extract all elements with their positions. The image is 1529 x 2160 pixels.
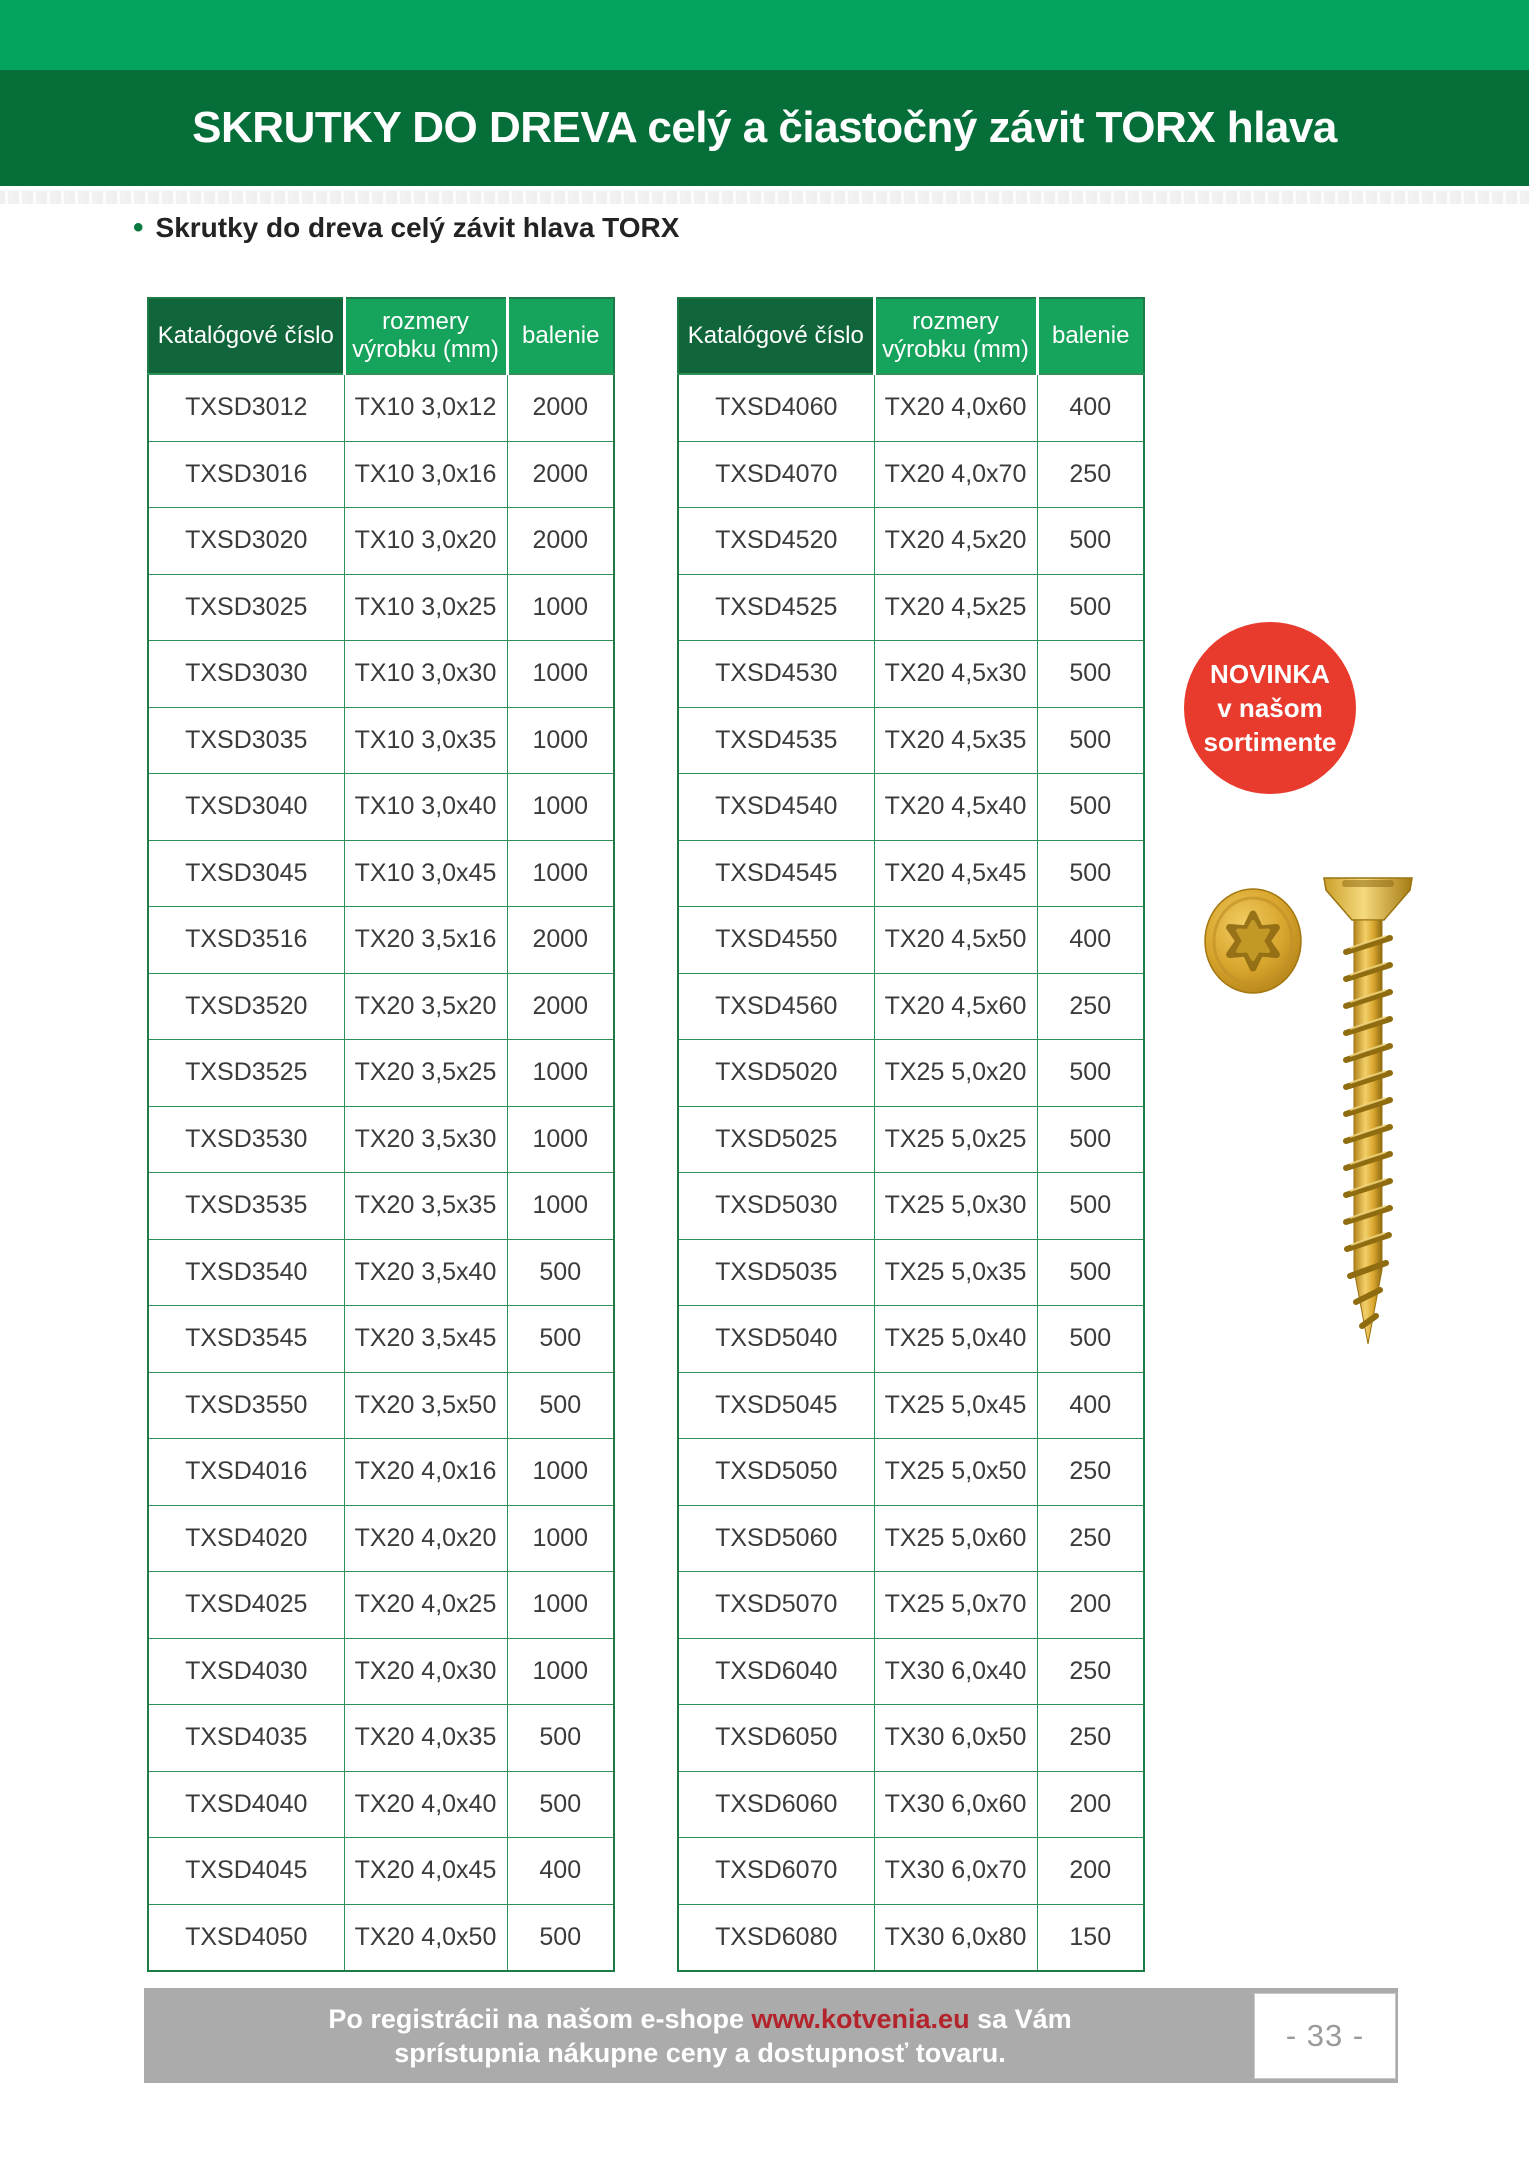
table-cell: TXSD4040: [148, 1771, 344, 1838]
table-cell: TXSD4030: [148, 1638, 344, 1705]
column-header: rozmery výrobku (mm): [344, 298, 507, 374]
table-cell: 250: [1037, 1638, 1144, 1705]
table-cell: TX25 5,0x50: [874, 1439, 1037, 1506]
table-cell: 500: [1037, 1239, 1144, 1306]
table-cell: TXSD5040: [678, 1306, 874, 1373]
table-cell: TXSD3550: [148, 1372, 344, 1439]
table-cell: TX20 4,5x60: [874, 973, 1037, 1040]
table-cell: 200: [1037, 1771, 1144, 1838]
table-cell: 500: [1037, 707, 1144, 774]
bullet-icon: •: [133, 211, 144, 244]
table-row: [678, 707, 1144, 774]
table-cell: TX20 4,0x20: [344, 1505, 507, 1572]
table-row: [678, 641, 1144, 708]
page-title: SKRUTKY DO DREVA celý a čiastočný závit TORX hlava: [192, 103, 1337, 152]
table-cell: TX25 5,0x60: [874, 1505, 1037, 1572]
table-cell: TX10 3,0x12: [344, 374, 507, 441]
table-cell: TX10 3,0x25: [344, 574, 507, 641]
table-cell: 500: [1037, 508, 1144, 575]
table-cell: TX20 4,5x35: [874, 707, 1037, 774]
table-cell: TX20 3,5x25: [344, 1040, 507, 1107]
table-cell: TXSD3545: [148, 1306, 344, 1373]
table-cell: TXSD5035: [678, 1239, 874, 1306]
catalog-table-left: [147, 297, 615, 1972]
table-cell: TXSD3020: [148, 508, 344, 575]
table-cell: TX20 3,5x30: [344, 1106, 507, 1173]
table-row: [678, 1439, 1144, 1506]
table-cell: TXSD6050: [678, 1705, 874, 1772]
table-cell: TXSD4545: [678, 840, 874, 907]
table-cell: TXSD3030: [148, 641, 344, 708]
table-cell: TX10 3,0x45: [344, 840, 507, 907]
table-cell: TX25 5,0x45: [874, 1372, 1037, 1439]
column-header: balenie: [1037, 298, 1144, 374]
table-cell: TX30 6,0x40: [874, 1638, 1037, 1705]
table-row: [678, 973, 1144, 1040]
footer-text-after-link: sa Vám: [969, 2003, 1072, 2034]
table-cell: 500: [1037, 1173, 1144, 1240]
top-green-band: [0, 0, 1529, 70]
table-row: [148, 441, 614, 508]
table-cell: TX30 6,0x60: [874, 1771, 1037, 1838]
table-row: [148, 1904, 614, 1971]
table-row: [678, 840, 1144, 907]
table-row: [148, 1439, 614, 1506]
table-cell: 1000: [507, 774, 614, 841]
table-cell: TX10 3,0x35: [344, 707, 507, 774]
table-cell: TXSD3535: [148, 1173, 344, 1240]
table-cell: TX20 4,0x60: [874, 374, 1037, 441]
table-row: [148, 374, 614, 441]
table-cell: TX25 5,0x35: [874, 1239, 1037, 1306]
table-row: [148, 1638, 614, 1705]
table-cell: 500: [1037, 1106, 1144, 1173]
table-cell: 400: [507, 1838, 614, 1905]
table-row: [148, 1173, 614, 1240]
table-cell: 500: [507, 1239, 614, 1306]
footer-link[interactable]: www.kotvenia.eu: [751, 2003, 970, 2034]
table-cell: TX20 4,0x40: [344, 1771, 507, 1838]
section-subtitle: [133, 212, 679, 244]
footer-text: [144, 1988, 1256, 2083]
table-cell: 200: [1037, 1572, 1144, 1639]
table-cell: TX10 3,0x30: [344, 641, 507, 708]
novinka-badge: [1184, 622, 1356, 794]
table-cell: TX20 3,5x20: [344, 973, 507, 1040]
table-cell: TX20 4,0x25: [344, 1572, 507, 1639]
table-row: [678, 1239, 1144, 1306]
table-row: [148, 1838, 614, 1905]
table-cell: 250: [1037, 973, 1144, 1040]
table-cell: 500: [507, 1705, 614, 1772]
table-cell: 250: [1037, 441, 1144, 508]
table-cell: 200: [1037, 1838, 1144, 1905]
table-cell: 150: [1037, 1904, 1144, 1971]
table-cell: 2000: [507, 441, 614, 508]
table-cell: TXSD5070: [678, 1572, 874, 1639]
texture-strip: [0, 191, 1529, 204]
novinka-line: sortimente: [1203, 727, 1337, 757]
page-number: - 33 -: [1254, 1993, 1396, 2079]
table-row: [678, 907, 1144, 974]
torx-head-icon: [1203, 886, 1303, 996]
table-row: [148, 1505, 614, 1572]
table-cell: TX20 4,0x45: [344, 1838, 507, 1905]
table-cell: TX20 3,5x16: [344, 907, 507, 974]
table-cell: 1000: [507, 1572, 614, 1639]
table-cell: TXSD5030: [678, 1173, 874, 1240]
table-cell: 1000: [507, 840, 614, 907]
column-header: balenie: [507, 298, 614, 374]
table-cell: 1000: [507, 707, 614, 774]
table-cell: TXSD4525: [678, 574, 874, 641]
table-cell: TXSD4025: [148, 1572, 344, 1639]
table-cell: TXSD4016: [148, 1439, 344, 1506]
table-cell: TXSD6070: [678, 1838, 874, 1905]
table-row: [678, 374, 1144, 441]
table-cell: 2000: [507, 973, 614, 1040]
table-cell: TXSD5020: [678, 1040, 874, 1107]
table-cell: TXSD4020: [148, 1505, 344, 1572]
table-cell: 400: [1037, 907, 1144, 974]
table-cell: 250: [1037, 1439, 1144, 1506]
table-cell: TX25 5,0x70: [874, 1572, 1037, 1639]
table-row: [678, 774, 1144, 841]
table-cell: TXSD3016: [148, 441, 344, 508]
section-subtitle-label: Skrutky do dreva celý závit hlava TORX: [155, 212, 680, 243]
table-row: [148, 1572, 614, 1639]
table-cell: TX20 4,0x16: [344, 1439, 507, 1506]
table-cell: TXSD4050: [148, 1904, 344, 1971]
table-cell: 1000: [507, 1106, 614, 1173]
table-cell: TX20 4,5x20: [874, 508, 1037, 575]
column-header: rozmery výrobku (mm): [874, 298, 1037, 374]
table-cell: TXSD5025: [678, 1106, 874, 1173]
table-row: [148, 907, 614, 974]
table-row: [148, 574, 614, 641]
table-cell: TXSD4535: [678, 707, 874, 774]
table-row: [678, 1771, 1144, 1838]
table-cell: TX20 4,5x40: [874, 774, 1037, 841]
table-cell: 1000: [507, 574, 614, 641]
table-row: [678, 1705, 1144, 1772]
table-cell: 500: [1037, 840, 1144, 907]
footer-line-1: [144, 2002, 1256, 2036]
footer-text-before-link: Po registrácii na našom e-shope: [328, 2003, 752, 2034]
table-header-row: [148, 298, 614, 374]
footer-bar: [144, 1988, 1398, 2083]
table-cell: TX20 4,0x50: [344, 1904, 507, 1971]
novinka-line: NOVINKA: [1210, 659, 1330, 689]
table-cell: TXSD5060: [678, 1505, 874, 1572]
table-row: [148, 707, 614, 774]
table-row: [678, 1372, 1144, 1439]
table-cell: 1000: [507, 1638, 614, 1705]
table-cell: TXSD4530: [678, 641, 874, 708]
table-cell: 500: [1037, 774, 1144, 841]
table-cell: TXSD5050: [678, 1439, 874, 1506]
table-cell: TX30 6,0x50: [874, 1705, 1037, 1772]
table-row: [678, 1106, 1144, 1173]
table-cell: TXSD3516: [148, 907, 344, 974]
table-header-row: [678, 298, 1144, 374]
table-row: [148, 1306, 614, 1373]
table-cell: 500: [1037, 1306, 1144, 1373]
table-cell: TXSD3540: [148, 1239, 344, 1306]
table-cell: TXSD4035: [148, 1705, 344, 1772]
table-row: [148, 641, 614, 708]
table-row: [148, 840, 614, 907]
table-cell: TXSD6080: [678, 1904, 874, 1971]
table-cell: TX30 6,0x80: [874, 1904, 1037, 1971]
table-cell: TX20 3,5x40: [344, 1239, 507, 1306]
table-cell: TXSD6060: [678, 1771, 874, 1838]
table-row: [678, 1306, 1144, 1373]
table-row: [678, 508, 1144, 575]
table-cell: TXSD5045: [678, 1372, 874, 1439]
table-row: [678, 574, 1144, 641]
table-cell: TX10 3,0x16: [344, 441, 507, 508]
table-cell: TX20 3,5x45: [344, 1306, 507, 1373]
table-row: [678, 1040, 1144, 1107]
screw-side-icon: [1318, 874, 1418, 1362]
table-row: [678, 1173, 1144, 1240]
table-cell: TXSD4070: [678, 441, 874, 508]
table-row: [148, 1372, 614, 1439]
table-cell: TX20 4,0x30: [344, 1638, 507, 1705]
table-cell: TX25 5,0x25: [874, 1106, 1037, 1173]
table-row: [148, 774, 614, 841]
table-cell: TX20 4,0x70: [874, 441, 1037, 508]
novinka-line: v našom: [1217, 693, 1323, 723]
table-cell: 500: [507, 1771, 614, 1838]
table-cell: TXSD3525: [148, 1040, 344, 1107]
table-cell: TXSD4045: [148, 1838, 344, 1905]
table-row: [148, 1040, 614, 1107]
table-row: [678, 1638, 1144, 1705]
table-cell: TXSD3530: [148, 1106, 344, 1173]
table-cell: 500: [507, 1372, 614, 1439]
table-row: [148, 1106, 614, 1173]
table-row: [678, 1572, 1144, 1639]
table-cell: 1000: [507, 1040, 614, 1107]
table-row: [678, 1838, 1144, 1905]
table-cell: TXSD4540: [678, 774, 874, 841]
table-cell: TX25 5,0x20: [874, 1040, 1037, 1107]
table-cell: TXSD4520: [678, 508, 874, 575]
table-cell: 500: [1037, 574, 1144, 641]
table-cell: TX25 5,0x40: [874, 1306, 1037, 1373]
column-header: Katalógové číslo: [678, 298, 874, 374]
table-cell: TXSD3025: [148, 574, 344, 641]
table-cell: TX20 4,5x45: [874, 840, 1037, 907]
table-cell: TXSD6040: [678, 1638, 874, 1705]
table-row: [678, 1904, 1144, 1971]
table-cell: TXSD3040: [148, 774, 344, 841]
table-row: [148, 508, 614, 575]
table-cell: TX20 4,5x50: [874, 907, 1037, 974]
table-cell: TXSD4550: [678, 907, 874, 974]
table-cell: 1000: [507, 1505, 614, 1572]
table-cell: 250: [1037, 1705, 1144, 1772]
catalog-table-right: [677, 297, 1145, 1972]
table-cell: TXSD3035: [148, 707, 344, 774]
table-cell: TX20 3,5x50: [344, 1372, 507, 1439]
table-cell: 500: [1037, 1040, 1144, 1107]
table-cell: 400: [1037, 1372, 1144, 1439]
table-cell: TXSD3520: [148, 973, 344, 1040]
table-cell: TXSD4060: [678, 374, 874, 441]
table-cell: TX20 3,5x35: [344, 1173, 507, 1240]
table-row: [678, 441, 1144, 508]
footer-line-2: sprístupnia nákupne ceny a dostupnosť tovaru.: [394, 2037, 1006, 2068]
table-cell: TX20 4,5x30: [874, 641, 1037, 708]
table-row: [148, 973, 614, 1040]
table-cell: 1000: [507, 641, 614, 708]
table-cell: 2000: [507, 907, 614, 974]
table-cell: TX10 3,0x40: [344, 774, 507, 841]
table-row: [148, 1239, 614, 1306]
table-cell: TX20 4,5x25: [874, 574, 1037, 641]
table-cell: TX20 4,0x35: [344, 1705, 507, 1772]
table-row: [148, 1705, 614, 1772]
table-cell: 1000: [507, 1439, 614, 1506]
table-cell: TX25 5,0x30: [874, 1173, 1037, 1240]
table-cell: 400: [1037, 374, 1144, 441]
table-cell: 500: [1037, 641, 1144, 708]
table-cell: 2000: [507, 374, 614, 441]
column-header: Katalógové číslo: [148, 298, 344, 374]
table-row: [678, 1505, 1144, 1572]
table-cell: TXSD4560: [678, 973, 874, 1040]
table-cell: TXSD3012: [148, 374, 344, 441]
table-row: [148, 1771, 614, 1838]
table-cell: 1000: [507, 1173, 614, 1240]
table-cell: 500: [507, 1904, 614, 1971]
table-cell: 2000: [507, 508, 614, 575]
table-cell: TX10 3,0x20: [344, 508, 507, 575]
table-cell: TXSD3045: [148, 840, 344, 907]
table-cell: 250: [1037, 1505, 1144, 1572]
title-band: [0, 70, 1529, 186]
table-cell: TX30 6,0x70: [874, 1838, 1037, 1905]
table-cell: 500: [507, 1306, 614, 1373]
